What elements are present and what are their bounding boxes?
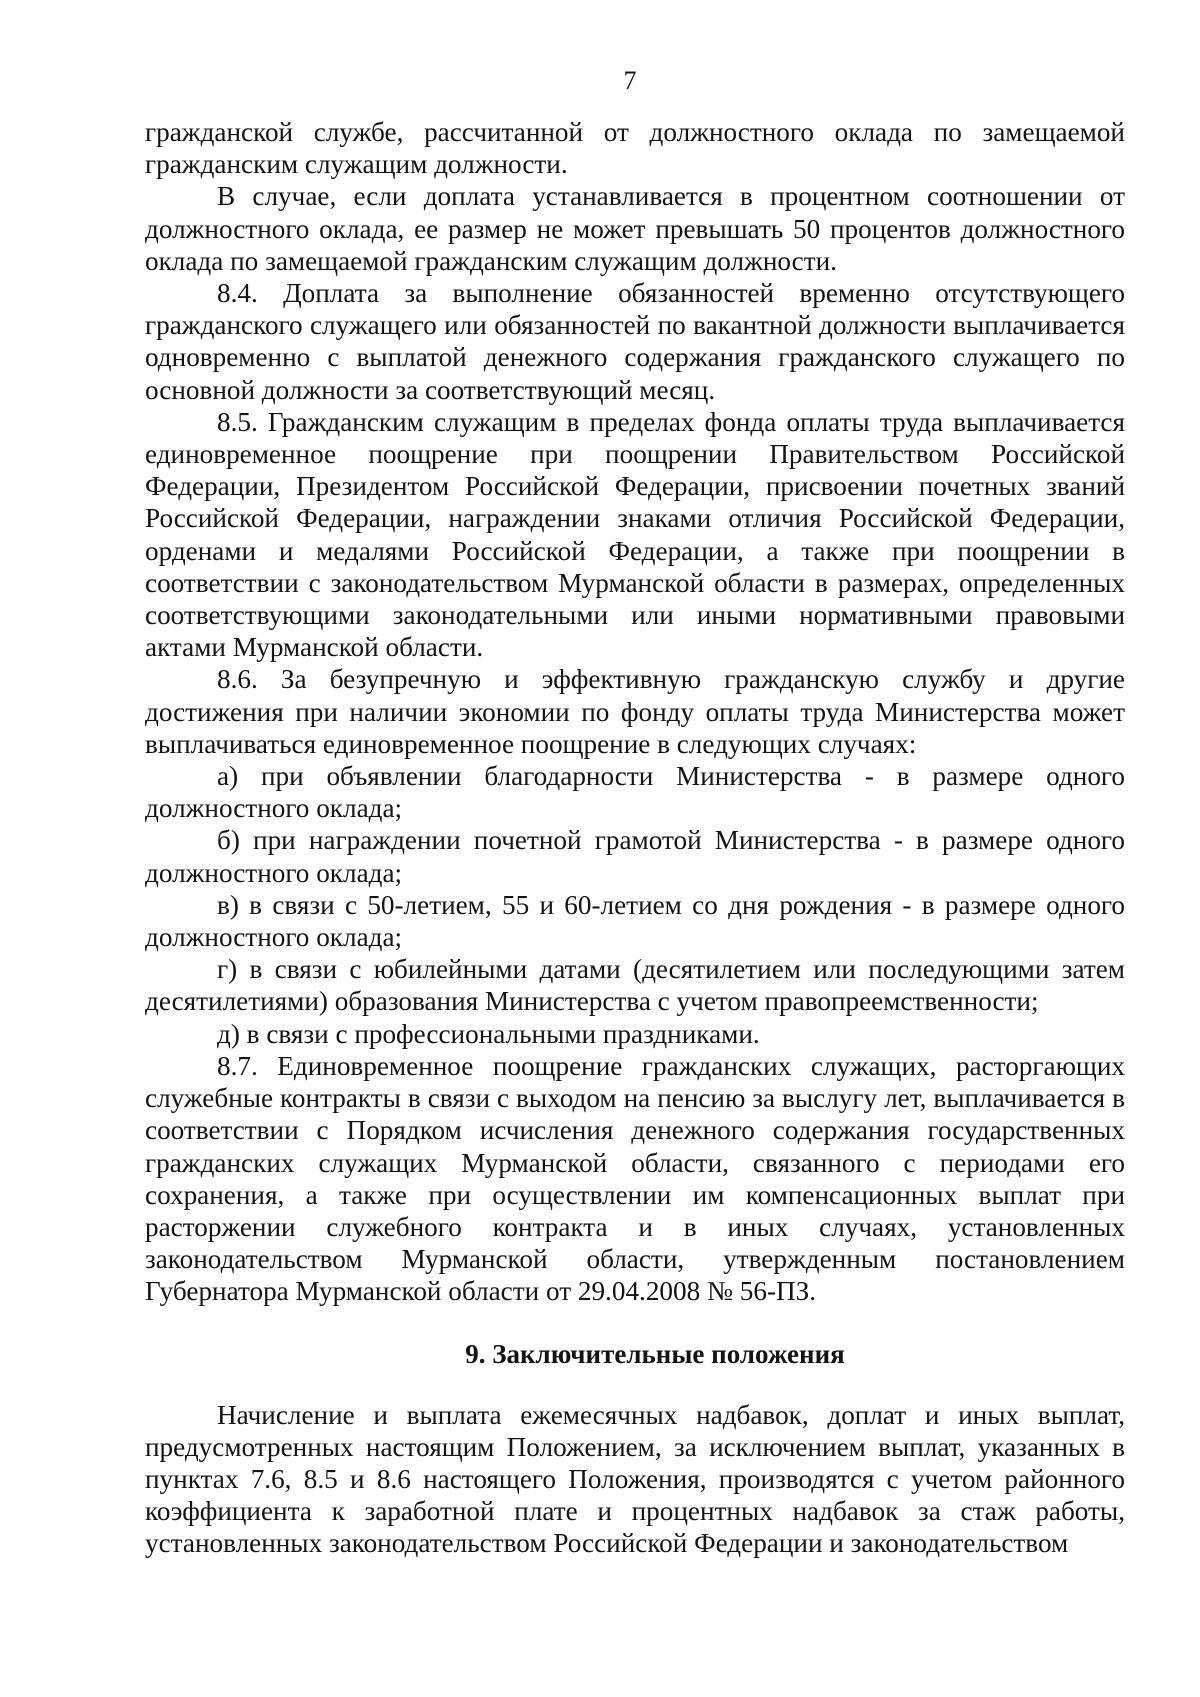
paragraph-surcharge-percent: В случае, если доплата устанавливается в процентном соотношении от должностного оклада, ее размер не может превышать 50 процентов должностного оклада по замещаемой гражданским служащим должности. — [145, 181, 1125, 276]
paragraph-8-5: 8.5. Гражданским служащим в пределах фонда оплаты труда выплачивается единовременное поощрение при поощрении Правительством Российской Федерации, Президентом Российской Федерации, присвоении почетных званий Российской Федерации, награждении знаками отличия Российской Федерации, орденами и медалями Российской Федерации, а также при поощрении в соответствии с законодательством Мурманской области в размерах, определенных соответствующими законодательными или иными нормативными правовыми актами Мурманской области. — [145, 406, 1125, 663]
page-number: 7 — [623, 66, 637, 95]
list-item-a: а) при объявлении благодарности Министерства - в размере одного должностного оклада; — [145, 761, 1125, 824]
paragraph-final-provisions: Начисление и выплата ежемесячных надбавок, доплат и иных выплат, предусмотренных настоящим Положением, за исключением выплат, указанных в пунктах 7.6, 8.5 и 8.6 настоящего Положения, производятся с учетом районного коэффициента к заработной плате и процентных надбавок за стаж работы, установленных законодательством Российской Федерации и законодательством — [145, 1399, 1125, 1559]
paragraph-8-7: 8.7. Единовременное поощрение гражданских служащих, расторгающих служебные контракты в связи с выходом на пенсию за выслугу лет, выплачивается в соответствии с Порядком исчисления денежного содержания государственных гражданских служащих Мурманской области, связанного с периодами его сохранения, а также при осуществлении им компенсационных выплат при расторжении служебного контракта и в иных случаях, установленных законодательством Мурманской области, утвержденным постановлением Губернатора Мурманской области от 29.04.2008 № 56-ПЗ. — [145, 1050, 1125, 1307]
list-item-d: д) в связи с профессиональными праздниками. — [217, 1018, 760, 1049]
list-item-b: б) при награждении почетной грамотой Министерства - в размере одного должностного оклада; — [145, 825, 1125, 888]
list-item-g: г) в связи с юбилейными датами (десятилетием или последующими затем десятилетиями) образования Министерства с учетом правопреемственности; — [145, 954, 1125, 1017]
paragraph-continuation: гражданской службе, рассчитанной от должностного оклада по замещаемой гражданским служащим должности. — [145, 117, 1125, 180]
document-body — [145, 116, 1125, 1560]
list-item-v: в) в связи с 50-летием, 55 и 60-летием со дня рождения - в размере одного должностного оклада; — [145, 889, 1125, 953]
paragraph-8-6: 8.6. За безупречную и эффективную гражданскую службу и другие достижения при наличии экономии по фонду оплаты труда Министерства может выплачиваться единовременное поощрение в следующих случаях: — [145, 664, 1125, 759]
paragraph-8-4: 8.4. Доплата за выполнение обязанностей временно отсутствующего гражданского служащего или обязанностей по вакантной должности выплачивается одновременно с выплатой денежного содержания гражданского служащего по основной должности за соответствующий месяц. — [145, 278, 1125, 405]
section-title: 9. Заключительные положения — [465, 1338, 845, 1369]
